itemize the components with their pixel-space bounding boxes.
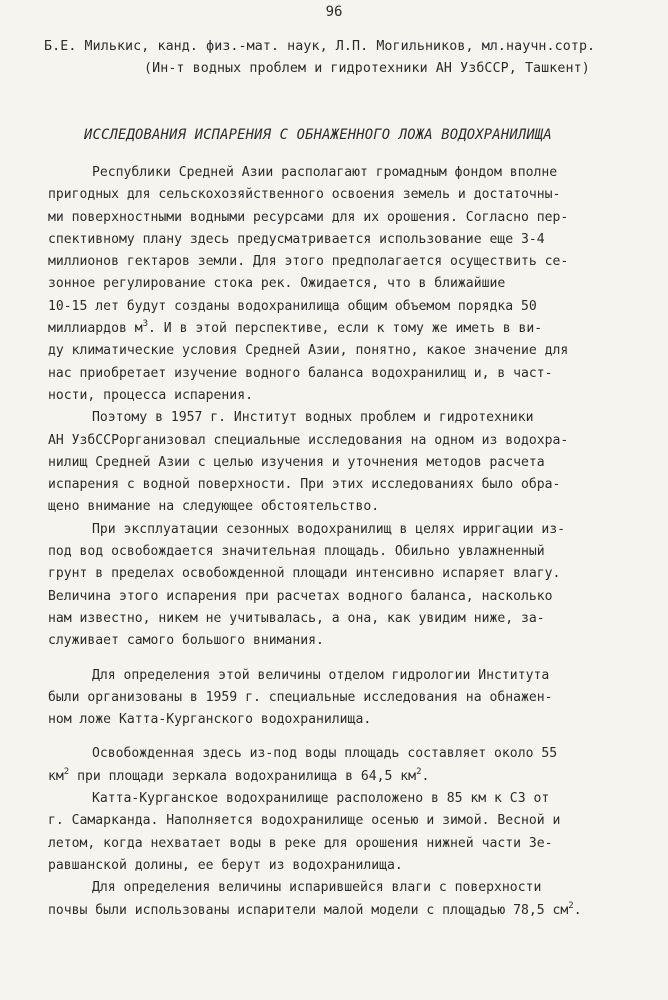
paragraph <box>48 407 660 518</box>
text-fragment: . <box>421 768 430 784</box>
superscript: 2 <box>63 766 70 777</box>
authors-line: Б.Е. Милькис, канд. физ.-мат. наук, Л.П. Могильников, мл.научн.сотр. <box>44 39 596 54</box>
text-line: нам известно, никем не учитывалась, а она, как увидим ниже, за- <box>48 610 545 626</box>
article-title: ИССЛЕДОВАНИЯ ИСПАРЕНИЯ С ОБНАЖЕННОГО ЛОЖА ВОДОХРАНИЛИЩА <box>84 127 552 143</box>
article-body <box>48 162 660 922</box>
text-line: пригодных для сельскохозяйственного освоения земель и достаточны- <box>48 187 561 203</box>
text-fragment: почвы были использованы испарители малой модели с площадью 78,5 см <box>48 902 569 918</box>
text-line: АН УзбССРорганизовал специальные исследования на одном из водохра- <box>48 432 569 448</box>
text-line <box>48 766 660 788</box>
text-line: щено внимание на следующее обстоятельство. <box>48 499 380 515</box>
text-fragment: км <box>48 768 64 784</box>
text-line <box>48 900 660 922</box>
text-line: миллионов гектаров земли. Для этого предполагается осуществить се- <box>48 254 569 270</box>
paragraph <box>48 743 660 788</box>
text-line: нас приобретает изучение водного баланса водохранилищ и, в част- <box>48 365 553 381</box>
text-line <box>48 318 660 340</box>
text-line: Республики Средней Азии располагают громадным фондом вполне <box>92 165 558 180</box>
text-line: Величина этого испарения при расчетах водного баланса, насколько <box>48 588 553 604</box>
text-line: равшанской долины, ее берут из водохранилища. <box>48 857 403 873</box>
page-number: 96 <box>325 4 343 20</box>
superscript: 3 <box>142 319 149 330</box>
affiliation-line: (Ин-т водных проблем и гидротехники АН УзбССР, Ташкент) <box>144 61 590 76</box>
text-fragment: миллиардов м <box>48 321 143 337</box>
text-line: служивает самого большого внимания. <box>48 633 324 649</box>
text-line: под вод освобождается значительная площадь. Обильно увлажненный <box>48 544 545 560</box>
text-line: Для определения этой величины отделом гидрологии Института <box>92 667 550 683</box>
paragraph <box>48 788 660 877</box>
text-line: летом, когда нехватает воды в реке для орошения нижней части Зе- <box>48 835 553 851</box>
text-line: Освобожденная здесь из-под воды площадь составляет около 55 <box>92 746 558 762</box>
paragraph <box>48 877 660 922</box>
text-line: г. Самарканда. Наполняется водохранилище осенью и зимой. Весной и <box>48 813 561 829</box>
text-line: ности, процесса испарения. <box>48 387 253 403</box>
text-line: были организованы в 1959 г. специальные исследования на обнажен- <box>48 689 553 705</box>
text-line: 10-15 лет будут созданы водохранилища общим объемом порядка 50 <box>48 298 537 314</box>
authors-block <box>44 36 656 80</box>
text-line: нилищ Средней Азии с целью изучения и уточнения методов расчета <box>48 454 545 470</box>
text-line: Катта-Курганское водохранилище расположено в 85 км к СЗ от <box>92 791 550 807</box>
text-line: При эксплуатации сезонных водохранилищ в целях ирригации из- <box>92 521 565 537</box>
text-fragment: . <box>573 902 582 918</box>
paragraph <box>48 519 660 653</box>
paragraph <box>48 665 660 732</box>
paragraph <box>48 162 660 407</box>
text-fragment: при площади зеркала водохранилища в 64,5 км <box>69 768 417 784</box>
text-line: Поэтому в 1957 г. Институт водных проблем и гидротехники <box>92 410 534 426</box>
text-line: ном ложе Катта-Курганского водохранилища. <box>48 712 372 728</box>
text-line: испарения с водной поверхности. При этих исследованиях было обра- <box>48 477 561 493</box>
text-line: Для определения величины испарившейся влаги с поверхности <box>92 880 542 896</box>
text-line: спективному плану здесь предусматривается использование еще 3-4 <box>48 231 545 247</box>
text-line: грунт в пределах освобожденной площади интенсивно испаряет влагу. <box>48 566 561 582</box>
text-line: зонное регулирование стока рек. Ожидается, что в ближайшие <box>48 276 506 292</box>
text-line: ми поверхностными водными ресурсами для их орошения. Согласно пер- <box>48 209 569 225</box>
text-line: ду климатические условия Средней Азии, понятно, какое значение для <box>48 343 569 359</box>
superscript: 2 <box>568 900 574 911</box>
text-fragment: . И в этой перспективе, если к тому же иметь в ви- <box>148 321 543 337</box>
superscript: 2 <box>416 766 422 777</box>
